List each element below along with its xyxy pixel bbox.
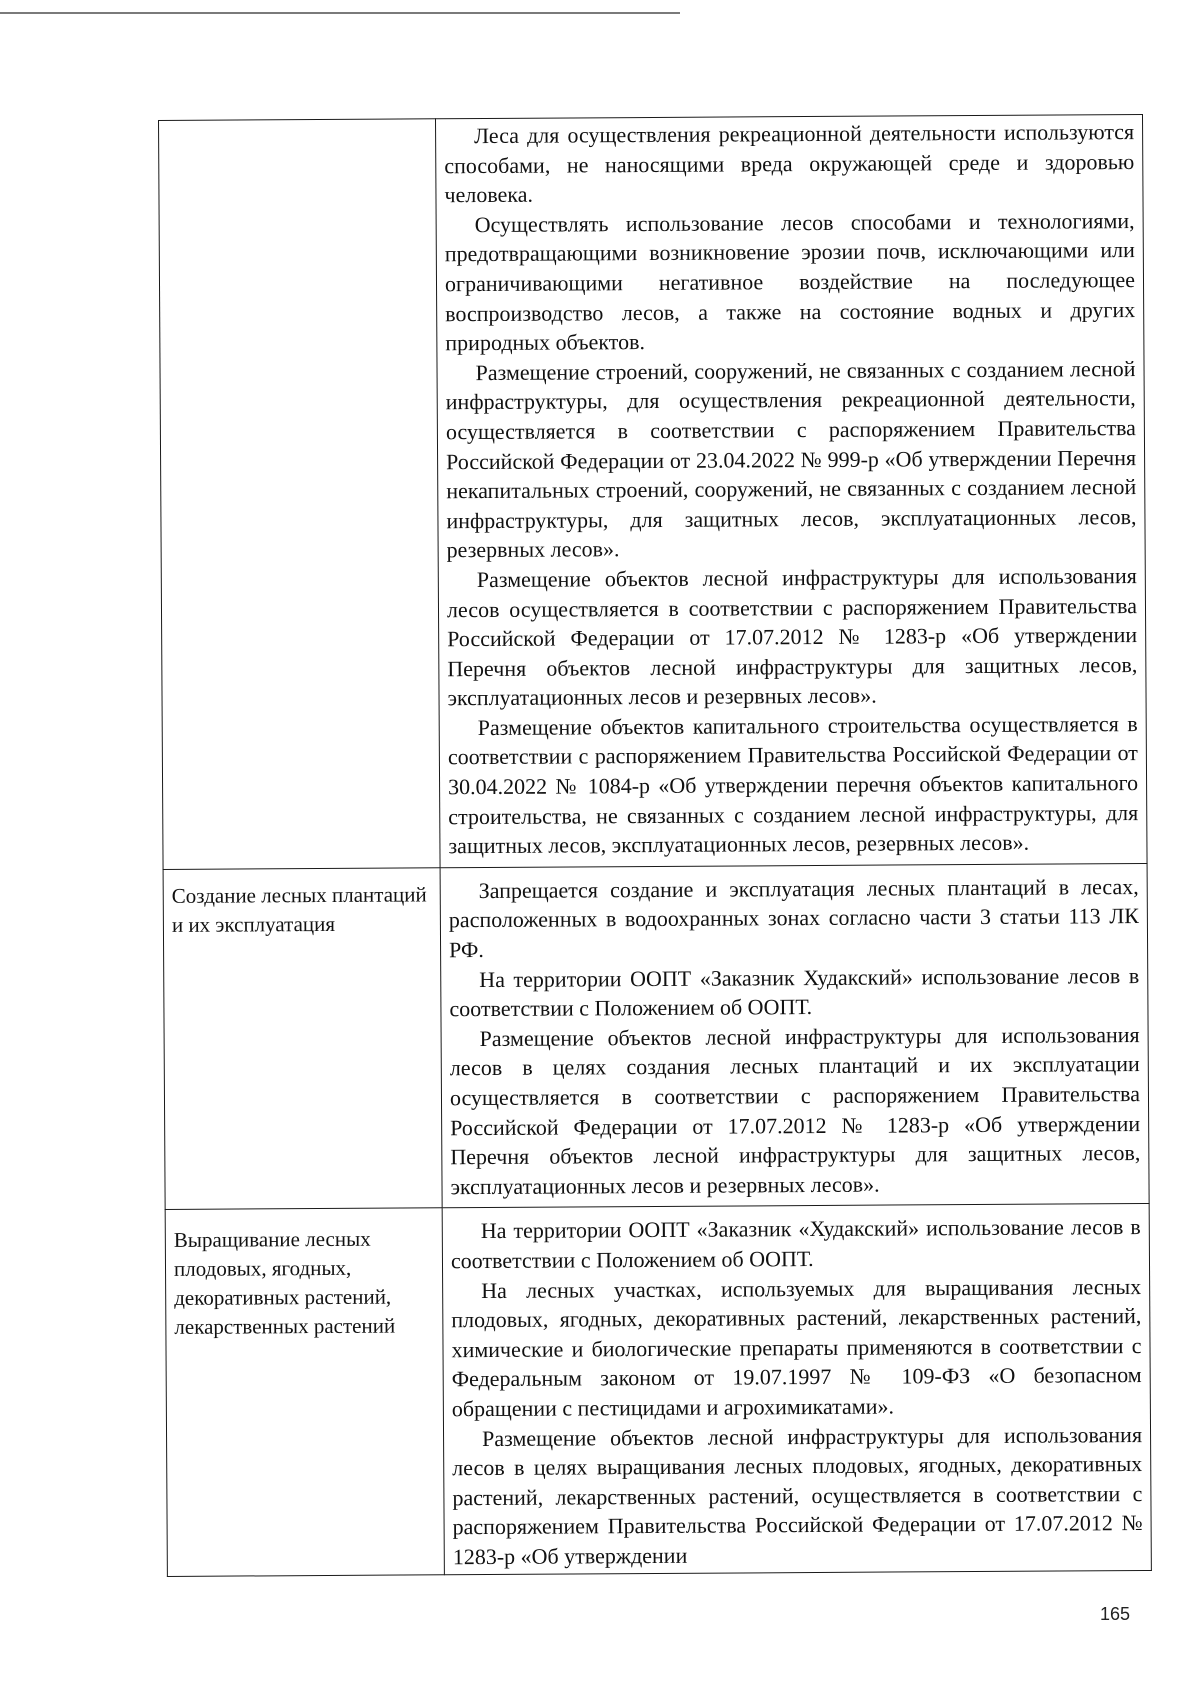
table-row (159, 114, 1148, 869)
requirement-paragraph: Осуществлять использование лесов способами и технологиями, предотвращающими возникновение эрозии почв, исключающими или ограничивающими негативное воздействие на последующее воспроизводство лесов, а также на состояние водных и других природных объектов. (444, 207, 1136, 356)
activity-type-label (167, 131, 427, 133)
requirement-paragraph: Размещение объектов лесной инфраструктуры для использования лесов в целях создания лесных плантаций и их эксплуатации осуществляется в соответствии с распоряжением Правительства Российской Федерации от 17.07.2012 № 1283-р «Об утверждении Перечня объектов лесной инфраструктуры для защитных лесов, эксплуатационных лесов и резервных лесов». (449, 1021, 1141, 1200)
requirement-paragraph: Размещение объектов лесной инфраструктуры для использования лесов в целях выращивания лесных плодовых, ягодных, декоративных растений, лекарственных растений, осуществляется в соответствии с распоряжением Правительства Российской Федерации от 17.07.2012 № 1283-р «Об утверждении (452, 1421, 1143, 1570)
requirements-cell (435, 114, 1147, 867)
regulations-table (158, 114, 1152, 1576)
activity-type-cell (165, 1208, 444, 1576)
requirement-paragraph: На территории ООПТ «Заказник Худакский» использование лесов в соответствии с Положением об ООПТ. (449, 962, 1140, 1022)
requirement-paragraph: На территории ООПТ «Заказник «Худакский» использование лесов в соответствии с Положением об ООПТ. (450, 1214, 1141, 1274)
requirement-paragraph: Размещение объектов капитального строительства осуществляется в соответствии с распоряжением Правительства Российской Федерации от 30.04.2022 № 1084-р «Об утверждении перечня объектов капитального строительства, не связанных с созданием лесной инфраструктуры, для защитных лесов, эксплуатационных лесов, резервных лесов». (447, 710, 1139, 859)
activity-type-cell (163, 868, 442, 1210)
requirement-paragraph: Размещение объектов лесной инфраструктуры для использования лесов осуществляется в соответствии с распоряжением Правительства Российской Федерации от 17.07.2012 № 1283-р «Об утверждении Перечня объектов лесной инфраструктуры для защитных лесов, эксплуатационных лесов и резервных лесов». (446, 562, 1138, 711)
requirement-paragraph: На лесных участках, используемых для выращивания лесных плодовых, ягодных, декоративных растений, лекарственных растений, химические и биологические препараты применяются в соответствии с Федеральным законом от 19.07.1997 № 109-ФЗ «О безопасном обращении с пестицидами и агрохимикатами». (451, 1273, 1142, 1422)
requirement-paragraph: Леса для осуществления рекреационной деятельности используются способами, не наносящими вреда окружающей среде и здоровью человека. (444, 119, 1135, 208)
requirements-cell (440, 863, 1149, 1208)
requirement-paragraph: Размещение строений, сооружений, не связанных с созданием лесной инфраструктуры, для осуществления рекреационной деятельности, осуществляется в соответствии с распоряжением Правительства Российской Федерации от 23.04.2022 № 999-р «Об утверждении Перечня некапитальных строений, сооружений, не связанных с созданием лесной инфраструктуры, для защитных лесов, эксплуатационных лесов, резервных лесов». (445, 355, 1137, 563)
table-row (165, 1204, 1151, 1576)
requirement-paragraph: Запрещается создание и эксплуатация лесных плантаций в лесах, расположенных в водоохранных зонах согласно части 3 статьи 113 ЛК РФ. (448, 873, 1139, 963)
table-row (163, 863, 1149, 1210)
scan-edge-line (0, 12, 680, 14)
activity-type-label: Выращивание лесных плодовых, ягодных, декоративных растений, лекарственных растений (173, 1227, 396, 1340)
page-number: 165 (1100, 1604, 1131, 1624)
activity-type-label: Создание лесных плантаций и их эксплуатация (171, 882, 427, 937)
activity-type-cell (159, 119, 441, 870)
requirements-cell (442, 1204, 1151, 1574)
